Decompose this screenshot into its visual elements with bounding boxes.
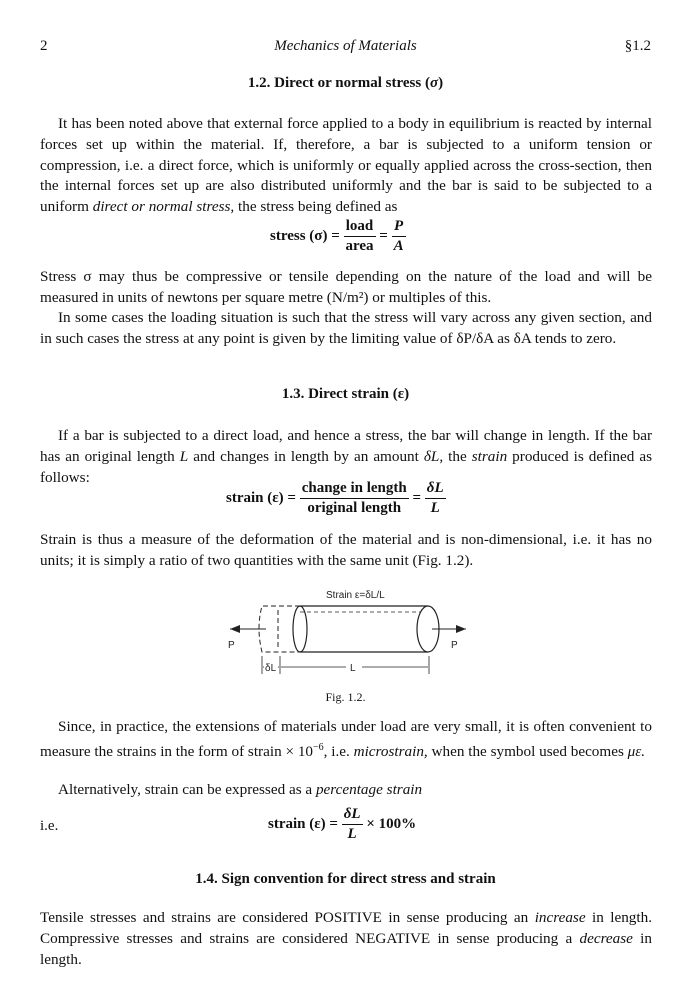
section-1-3-heading: 1.3. Direct strain (ε) bbox=[281, 386, 410, 402]
load-label-left: P bbox=[228, 640, 235, 651]
paragraph-percentage-strain: Alternatively, strain can be expressed as a percentage strain bbox=[58, 781, 423, 798]
figure-1-2 bbox=[0, 582, 691, 682]
paragraph-microstrain: Since, in practice, the extensions of materials under load are very small, it is often convenient to measure the strains in the form of strain × $10^{-6}$, i.e. microstrain, when the symbol used becomes με. bbox=[40, 718, 652, 760]
paragraph-stress-intro: It has been noted above that external force applied to a body in equilibrium is reacted by internal forces set up within the material. If, therefore, a bar is subjected to a uniform tension or compression, i.e. a direct force, which is uniformly or equally applied across the cross-section, then the internal forces set up are also distributed uniformly and the bar is said to be subjected to a uniform direct or normal stress, the stress being defined as bbox=[40, 115, 652, 216]
paragraph-stress-units: Stress σ may thus be compressive or tensile depending on the nature of the load and will be measured in units of newtons per square metre (N/m²) or multiples of this. bbox=[40, 268, 652, 306]
section-1-2-heading: 1.2. Direct or normal stress (σ) bbox=[247, 75, 444, 91]
dim-label-l: L bbox=[350, 663, 356, 674]
stress-equation: stress (σ) = $\frac{\text{load}}{\text{area}}$ = $\frac{P}{A}$ bbox=[270, 218, 404, 254]
strain-equation: strain (ε) = $\frac{\text{change in length}}{\text{original length}}$ = $\frac{\delta L}{L}$ bbox=[226, 480, 444, 516]
load-label-right: P bbox=[451, 640, 458, 651]
extended-bar-outline bbox=[300, 606, 428, 652]
dim-label-dl: δL bbox=[265, 663, 277, 674]
load-arrow-left-head bbox=[230, 625, 240, 633]
figure-strain-label: Strain ε=δL/L bbox=[326, 590, 385, 601]
load-arrow-right-head bbox=[456, 625, 466, 633]
figure-caption: Fig. 1.2. bbox=[325, 690, 366, 704]
paragraph-sign-convention: Tensile stresses and strains are considered POSITIVE in sense producing an increase in length. Compressive stresses and strains are considered NEGATIVE in sense producing a decrease in length. bbox=[40, 909, 652, 968]
running-title: Mechanics of Materials bbox=[274, 38, 417, 54]
percentage-strain-equation: strain (ε) = $\frac{\delta L}{L}$ × 100% bbox=[268, 806, 417, 842]
section-1-4-heading: 1.4. Sign convention for direct stress and strain bbox=[195, 871, 496, 887]
paragraph-strain-intro: If a bar is subjected to a direct load, and hence a stress, the bar will change in length. If the bar has an original length L and changes in length by an amount δL, the strain produced is defined as follows: bbox=[40, 427, 652, 486]
page-number: 2 bbox=[40, 38, 48, 54]
bar-left-end bbox=[293, 606, 307, 652]
paragraph-strain-nondimensional: Strain is thus a measure of the deformation of the material and is non-dimensional, i.e. it has no units; it is simply a ratio of two quantities with the same unit (Fig. 1.2). bbox=[40, 531, 652, 569]
section-ref: §1.2 bbox=[624, 38, 651, 54]
paragraph-stress-varying: In some cases the loading situation is such that the stress will vary across any given section, and in such cases the stress at any point is given by the limiting value of δP/δA as δA tends to zero. bbox=[40, 309, 652, 347]
ie-label: i.e. bbox=[40, 818, 59, 834]
